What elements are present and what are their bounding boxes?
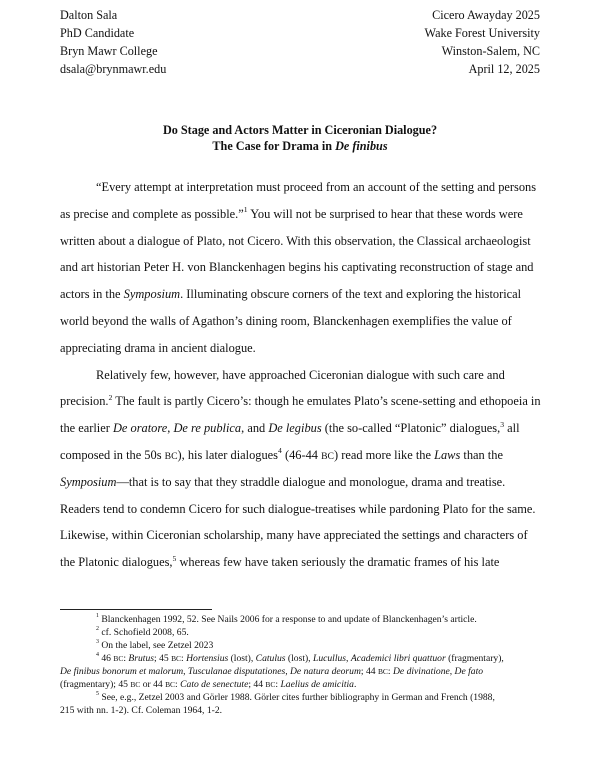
footnote-line [60,705,222,716]
body-line [60,287,521,302]
text-segment: Catulus [255,653,286,664]
event-location: Winston-Salem, NC [441,44,540,58]
text-segment: the earlier [60,421,113,436]
text-segment: whereas few have taken seriously the dramatic frames of his late [176,555,500,570]
event-date: April 12, 2025 [468,62,540,76]
text-segment: Laws [434,448,461,462]
text-segment: and art historian Peter H. von Blanckenhagen begins his captivating reconstruction of stage and [60,260,534,275]
text-segment: Brutus [128,653,154,664]
text-segment: BC [165,680,176,689]
text-segment: actors in the [60,287,124,302]
text-segment: 46 [98,653,114,664]
text-segment: Likewise, within Ciceronian scholarship, many have appreciated the settings and characters of [60,528,528,543]
text-segment: You will not be surprised to hear that these words were [247,206,523,221]
text-segment: ; 45 [154,653,172,664]
body-line [60,234,531,249]
text-segment: or 44 [140,679,166,690]
text-segment: 215 with nn. 1-2). Cf. Coleman 1964, 1-2. [60,705,223,716]
footnote-line [96,692,495,703]
author-position: PhD Candidate [60,26,135,40]
text-segment: Lucullus [312,653,347,664]
text-segment: On the label, see Zetzel 2023 [98,640,214,651]
footnote-marker: 4 [278,446,282,456]
author-institution: Bryn Mawr College [60,44,158,58]
text-segment: (fragmentary), [445,653,504,664]
text-segment: (lost), [228,653,256,664]
text-segment: De divinatione [393,666,450,677]
text-segment: The fault is partly Cicero’s: though he emulates Plato’s scene-setting and ethopoeia in [112,394,541,409]
body-line [60,341,256,356]
text-segment: Readers tend to condemn Cicero for such dialogue-treatises while pardoning Plato for the same. [60,501,536,516]
text-segment: . [353,679,357,690]
text-segment: BC [164,451,178,462]
text-segment: composed in the 50s [60,448,165,462]
event-block [425,6,540,78]
paper-title [0,122,600,154]
body-line [60,528,528,543]
text-segment: BC [130,680,141,689]
text-segment: Academici libri quattuor [350,653,446,664]
body-line [96,180,536,195]
text-segment: ) read more like the [333,448,435,462]
text-segment: Tusculanae disputationes [187,666,286,677]
text-segment: : [181,653,187,664]
title-prefix: The Case for Drama in [212,139,336,153]
text-segment: : [275,679,281,690]
text-segment: all [504,421,520,436]
text-segment: , [285,666,290,677]
text-segment: (the so-called “Platonic” dialogues, [321,421,501,436]
text-segment: De finibus bonorum et malorum [60,666,184,677]
footnote-line [60,679,356,690]
text-segment: De fato [454,666,484,677]
text-segment: (lost), [285,653,313,664]
text-segment: , [449,666,455,677]
text-segment: cf. Schofield 2008, 65. [98,627,189,638]
text-segment: , [167,421,174,436]
body-line [60,260,533,275]
text-segment: Blanckenhagen 1992, 52. See Nails 2006 for a response to and update of Blanckenhagen’s article. [98,614,477,625]
body-line [60,448,503,463]
text-segment: (fragmentary); 45 [60,679,131,690]
text-segment: BC [113,654,124,663]
body-line [60,394,541,409]
body-line [60,502,536,517]
text-segment: Symposium [123,287,181,302]
text-segment: ; 44 [360,666,378,677]
body-line [60,207,523,222]
text-segment: world beyond the walls of Agathon’s dining room, Blanckenhagen exemplifies the value of [60,314,512,328]
text-segment: BC [171,654,182,663]
body-line [60,314,512,329]
text-segment: “Every attempt at interpretation must proceed from an account of the setting and persons [96,180,537,194]
event-venue: Wake Forest University [424,26,540,40]
footnote-marker: 3 [500,419,505,429]
footnote-marker: 5 [96,690,99,697]
title-italic: De finibus [335,139,388,153]
footnote-line [96,640,213,651]
text-segment: De legibus [268,421,322,436]
footnote-line [60,666,483,677]
text-segment: : [387,666,393,677]
footnote-marker: 5 [172,553,177,563]
title-line-2 [0,138,600,154]
body-line [60,475,505,490]
footnote-marker: 4 [96,651,99,658]
text-segment: precision. [60,394,109,409]
text-segment: Hortensius [186,653,229,664]
text-segment: Symposium [60,474,117,489]
text-segment: : [175,679,181,690]
text-segment: written about a dialogue of Plato, not Cicero. With this observation, the Classical archaeologist [60,233,531,248]
text-segment: De natura deorum [290,666,361,677]
text-segment: See, e.g., Zetzel 2003 and Görler 1988. Görler cites further bibliography in German and French (1988, [98,692,495,703]
text-segment: than the [460,448,503,462]
author-name: Dalton Sala [60,8,118,22]
footnote-marker: 1 [96,612,99,619]
text-segment: , [346,653,351,664]
body-line [60,421,520,436]
text-segment: De re publica [173,421,242,436]
body-line [60,555,499,570]
text-segment: ; 44 [248,679,266,690]
text-segment: BC [377,667,388,676]
text-segment: BC [321,451,334,462]
text-segment: , [183,666,188,677]
text-segment: —that is to say that they straddle dialogue and monologue, drama and treatise. [116,474,506,489]
text-segment: . Illuminating obscure corners of the text and exploring the historical [180,287,522,302]
footnote-divider [60,609,212,610]
text-segment: Relatively few, however, have approached Ciceronian dialogue with such care and [96,367,505,382]
footnote-marker: 2 [96,625,99,632]
author-email: dsala@brynmawr.edu [60,62,167,76]
footnote-line [96,627,189,638]
footnote-line [96,653,504,664]
body-line [96,368,505,383]
text-segment: appreciating drama in ancient dialogue. [60,340,256,355]
footnote-marker: 1 [243,205,248,215]
footnote-line [96,614,477,625]
text-segment: ), his later dialogues [177,448,278,462]
text-segment: (46-44 [281,448,322,462]
text-segment: BC [265,680,276,689]
text-segment: Laelius de amicitia [280,679,354,690]
title-line-1: Do Stage and Actors Matter in Ciceronian Dialogue? [162,123,438,137]
text-segment: the Platonic dialogues, [60,555,173,570]
text-segment: : [123,653,129,664]
text-segment: as precise and complete as possible.” [60,206,244,221]
author-block [60,6,166,78]
footnote-marker: 2 [108,392,113,402]
text-segment: , and [241,421,269,436]
footnote-marker: 3 [96,638,99,645]
text-segment: De oratore [112,421,168,436]
text-segment: Cato de senectute [180,679,249,690]
event-name: Cicero Awayday 2025 [432,8,540,22]
